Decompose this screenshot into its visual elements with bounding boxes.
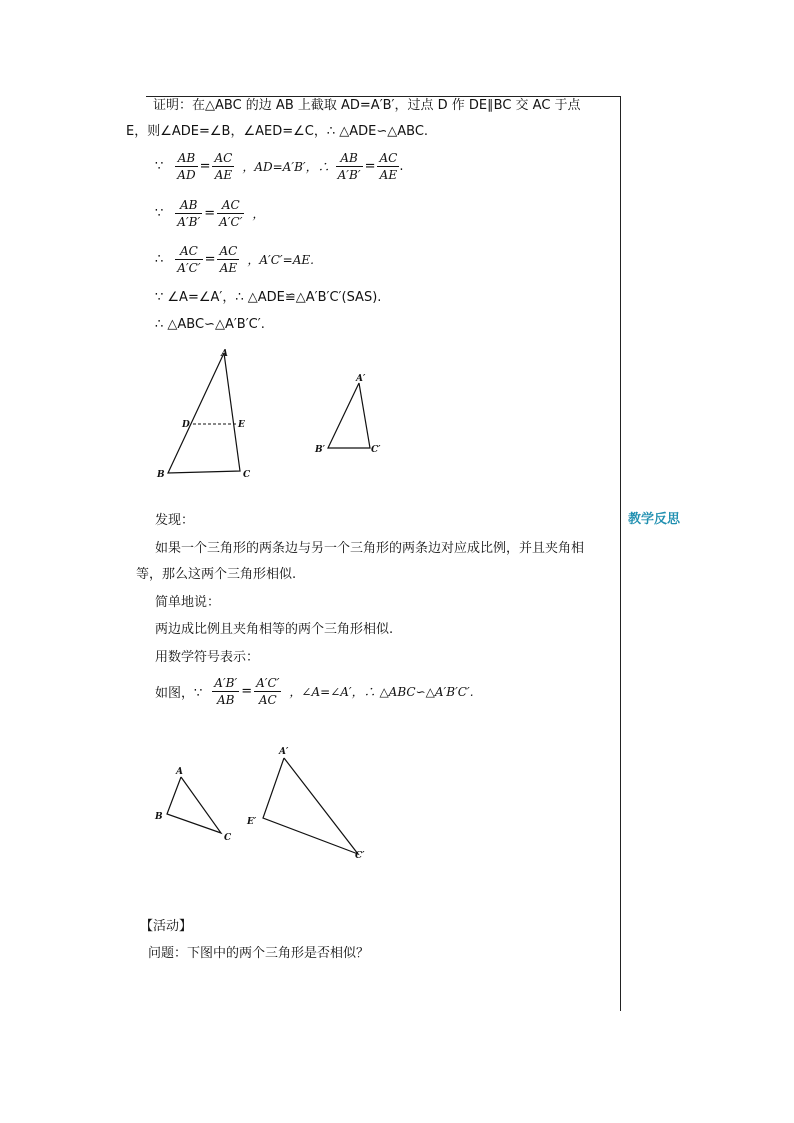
triangle-a-prime — [314, 374, 381, 455]
formula-tail: ，∠A=∠A′，∴ △ABC∽△A′B′C′. — [289, 685, 474, 699]
therefore-symbol: ∴ — [155, 252, 164, 267]
discovery-heading: 发现： — [155, 513, 195, 528]
column-divider — [620, 96, 621, 1011]
activity-question: 问题：下图中的两个三角形是否相似？ — [148, 946, 370, 961]
vertex-label-b-prime: B′ — [315, 445, 325, 455]
discovery-text-2: 等，那么这两个三角形相似. — [136, 567, 297, 582]
symbol-heading: 用数学符号表示： — [155, 650, 260, 665]
vertex-label-a-prime: A′ — [356, 374, 366, 384]
vertex-label-c-prime: C′ — [355, 851, 365, 861]
fraction: $\frac{AB}{A'B'}$ — [177, 198, 201, 229]
vertex-label-c-prime: C′ — [371, 445, 381, 455]
proof-line-1: 证明：在△ABC 的边 AB 上截取 AD=A′B′，过点 D 作 DE∥BC 交 AC 于点 — [153, 98, 581, 113]
discovery-text-1: 如果一个三角形的两条边与另一个三角形的两条边对应成比例，并且夹角相 — [155, 541, 585, 556]
because-symbol: ∵ — [155, 206, 164, 221]
vertex-label-d: D — [182, 420, 190, 430]
vertex-label-e-prime: E′ — [247, 817, 257, 827]
fraction: $\frac{AC}{AE}$ — [379, 151, 398, 182]
vertex-label-a: A — [176, 767, 183, 777]
vertex-label-a-prime: A′ — [279, 747, 289, 757]
proof-fraction-line-1: ∵ $\frac{AB}{AD}$ = $\frac{AC}{AE}$ ，AD=A′B′，∴ $\frac{AB}{A'B'}$ = $\frac{AC}{AE}$ . — [155, 151, 404, 182]
figure-triangles-1 — [140, 340, 400, 490]
proof-fraction-line-3: ∴ $\frac{AC}{A'C'}$ = $\frac{AC}{AE}$ ，A′C′=AE. — [155, 244, 314, 275]
vertex-label-e: E — [238, 420, 245, 430]
fraction: $\frac{AC}{A'C'}$ — [177, 244, 201, 275]
figure-triangles-2 — [145, 740, 385, 870]
vertex-label-a: A — [221, 349, 228, 359]
vertex-label-b: B — [157, 470, 165, 480]
vertex-label-c: C — [243, 470, 251, 480]
triangle-large — [246, 747, 365, 861]
fraction: $\frac{AC}{AE}$ — [214, 151, 233, 182]
fraction: $\frac{AC}{AE}$ — [219, 244, 238, 275]
fraction: $\frac{AB}{A'B'}$ — [337, 151, 361, 182]
simple-text: 两边成比例且夹角相等的两个三角形相似. — [155, 622, 394, 637]
activity-heading: 【活动】 — [140, 919, 193, 934]
triangle-abc-small — [154, 767, 232, 843]
teaching-reflection-label: 教学反思 — [628, 512, 681, 527]
proof-line-6: ∵ ∠A=∠A′，∴ △ADE≌△A′B′C′(SAS). — [155, 290, 382, 305]
proof-fraction-line-2: ∵ $\frac{AB}{A'B'}$ = $\frac{AC}{A'C'}$ ， — [155, 198, 265, 229]
formula-prefix: 如图，∵ — [155, 686, 203, 701]
fraction: $\frac{A'C'}{AC}$ — [256, 676, 280, 707]
simple-heading: 简单地说： — [155, 595, 221, 610]
proof-mid-text: ，AD=A′B′，∴ — [242, 160, 330, 174]
fraction: $\frac{AB}{AD}$ — [177, 151, 196, 182]
fraction: $\frac{A'B'}{AB}$ — [214, 676, 238, 707]
vertex-label-b: B — [155, 812, 163, 822]
theorem-formula-line: 如图，∵ $\frac{A'B'}{AB}$ = $\frac{A'C'}{AC}$ ，∠A=∠A′，∴ △ABC∽△A′B′C′. — [155, 676, 474, 707]
because-symbol: ∵ — [155, 159, 164, 174]
triangle-abc — [156, 349, 251, 480]
fraction: $\frac{AC}{A'C'}$ — [219, 198, 243, 229]
proof-line-7: ∴ △ABC∽△A′B′C′. — [155, 317, 265, 332]
proof-tail-text: ，A′C′=AE. — [247, 253, 314, 267]
proof-line-2: E，则∠ADE=∠B，∠AED=∠C，∴ △ADE∽△ABC. — [126, 124, 429, 139]
vertex-label-c: C — [224, 833, 232, 843]
